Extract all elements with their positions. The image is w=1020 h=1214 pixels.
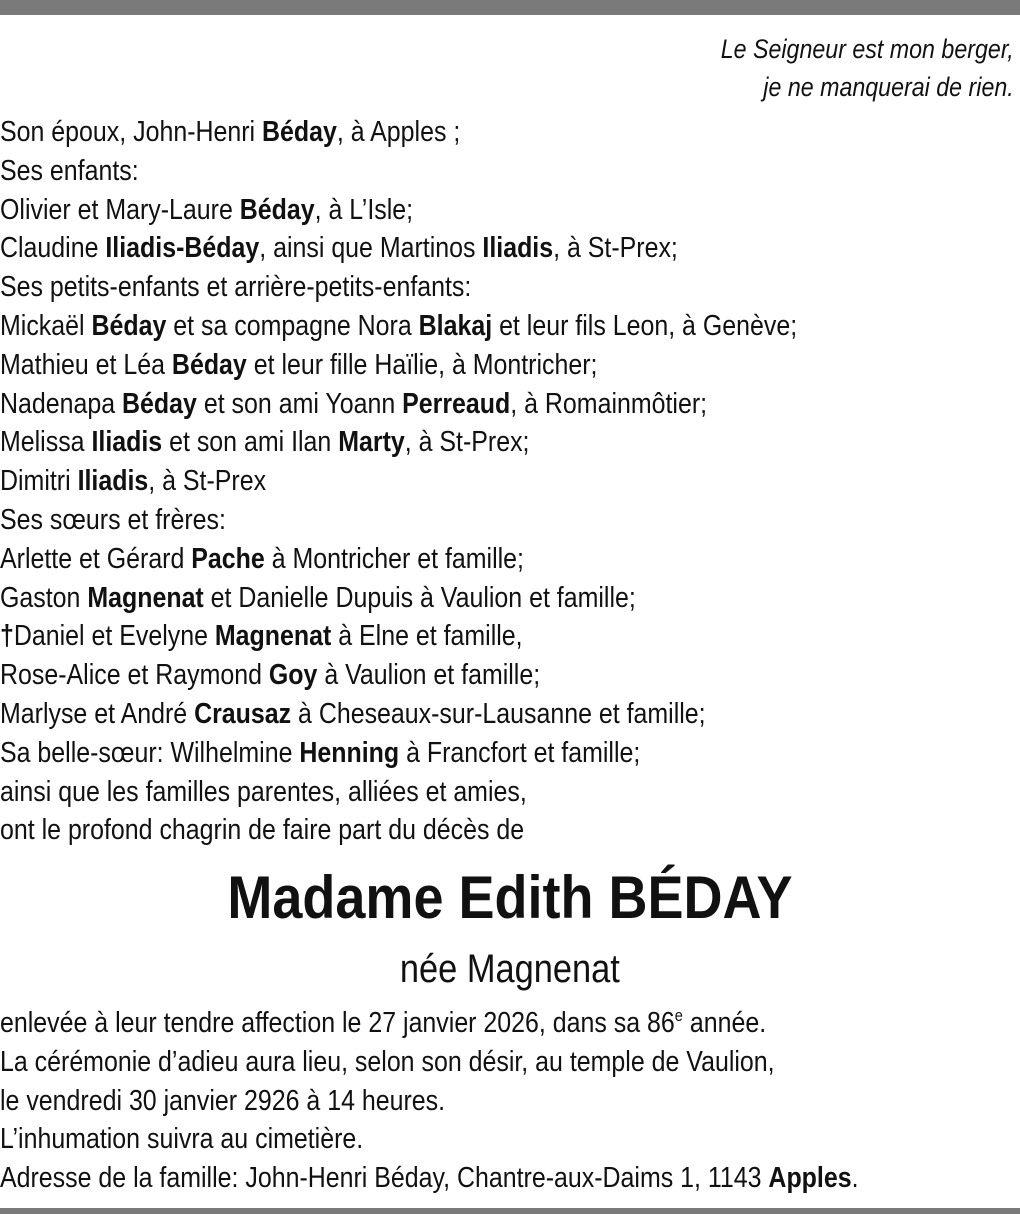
line-text: Mathieu et Léa [0,348,172,381]
line-text: Rose-Alice et Raymond [0,659,269,692]
family-line [0,579,1015,618]
line-text: . [851,1162,859,1195]
line-text: Ses petits-enfants et arrière-petits-enfants: [0,271,472,304]
family-line [0,462,1015,501]
line-text: Mickaël [0,309,92,342]
family-name-bold: Béday [262,116,337,148]
line-text: Marlyse et André [0,697,195,730]
family-line [0,734,1015,773]
line-text: à Montricher et famille; [264,542,524,575]
epigraph [721,30,1014,106]
line-text: le vendredi 30 janvier 2926 à 14 heures. [0,1084,446,1117]
family-line [0,191,1015,230]
line-text: Ses sœurs et frères: [0,503,226,536]
line-text: et son ami Ilan [162,426,339,459]
family-line [0,695,1015,734]
line-text: et leur fille Haïlie, à Montricher; [246,348,598,381]
line-text: ainsi que les familles parentes, alliées et amies, [0,775,527,808]
maiden-name [0,942,1020,996]
line-text: année. [682,1007,767,1039]
family-name-bold: Béday [122,387,197,420]
family-name-bold: Apples [768,1162,852,1195]
family-line [0,229,1015,268]
line-text: Olivier et Mary-Laure [0,193,240,226]
deceased-name-text: Madame Edith BÉDAY [227,864,793,931]
family-line [0,113,1015,152]
line-text: , ainsi que Martinos [259,232,483,265]
maiden-name-text: née Magnenat [400,947,620,991]
family-line [0,423,1015,462]
line-text: et Danielle Dupuis à Vaulion et famille; [203,581,636,614]
line-text: Daniel et Evelyne [13,620,215,653]
line-text: Adresse de la famille: John-Henri Béday, Chantre-aux-Daims 1, 1143 [0,1162,769,1195]
family-name-bold: Béday [239,193,315,226]
top-rule [0,0,1020,15]
family-line [0,501,1015,540]
family-line [0,540,1015,579]
bottom-rule [0,1208,1020,1214]
line-text: Melissa [0,426,92,459]
family-line [0,656,1015,695]
line-text: enlevée à leur tendre affection le 27 janvier 2026, dans sa 86 [0,1007,675,1039]
line-text: Son époux, John-Henri [0,116,263,148]
line-text: à Francfort et famille; [399,736,641,769]
family-name-bold: Perreaud [402,387,511,420]
line-text: Ses enfants: [0,154,139,187]
family-line [0,307,1015,346]
ceremony-details [0,1004,1015,1198]
line-text: Nadenapa [0,387,123,420]
cross-symbol: † [0,620,14,653]
line-text: Dimitri [0,465,78,498]
line-text: , à St-Prex [148,465,267,498]
line-text: L’inhumation suivra au cimetière. [0,1123,364,1156]
epigraph-line: je ne manquerai de rien. [763,72,1014,102]
line-text: Arlette et Gérard [0,542,192,575]
detail-line [0,1120,1015,1159]
family-line [0,268,1015,307]
family-name-bold: Crausaz [194,697,292,730]
detail-line [0,1043,1015,1082]
line-text: , à Romainmôtier; [510,387,708,420]
deceased-name [0,860,1020,936]
line-text: , à St-Prex; [553,232,678,265]
line-text: ont le profond chagrin de faire part du décès de [0,814,525,847]
line-text: à Cheseaux-sur-Lausanne et famille; [291,697,706,730]
detail-line [0,1159,1015,1198]
family-name-bold: Iliadis-Béday [105,232,260,265]
line-text: et leur fils Leon, à Genève; [492,309,798,342]
family-list [0,113,1015,850]
family-name-bold: Béday [91,309,167,342]
epigraph-line: Le Seigneur est mon berger, [720,34,1014,64]
line-text: , à St-Prex; [404,426,530,459]
family-line [0,152,1015,191]
ordinal-suffix: e [674,1006,683,1025]
line-text: à Vaulion et famille; [317,659,541,692]
detail-line [0,1082,1015,1121]
line-text: La cérémonie d’adieu aura lieu, selon son désir, au temple de Vaulion, [0,1045,775,1078]
family-name-bold: Iliadis [77,465,149,498]
family-line [0,346,1015,385]
family-line [0,617,1015,656]
family-name-bold: Henning [299,736,400,769]
line-text: et son ami Yoann [196,387,403,420]
family-name-bold: Marty [338,426,405,459]
line-text: à Elne et famille, [331,620,523,653]
family-name-bold: Magnenat [214,620,332,653]
family-name-bold: Magnenat [87,581,204,614]
family-name-bold: Iliadis [91,426,163,459]
family-line [0,385,1015,424]
line-text: et sa compagne Nora [166,309,419,342]
line-text: , à L’Isle; [314,193,414,226]
family-name-bold: Béday [171,348,247,381]
line-text: Gaston [0,581,88,614]
family-line [0,811,1015,850]
family-line [0,773,1015,812]
family-name-bold: Pache [191,542,265,575]
detail-line [0,1004,1015,1043]
family-name-bold: Iliadis [482,232,554,265]
line-text: , à Apples ; [336,116,461,148]
line-text: Sa belle-sœur: Wilhelmine [0,736,300,769]
family-name-bold: Blakaj [418,309,493,342]
family-name-bold: Goy [268,659,318,692]
line-text: Claudine [0,232,106,265]
